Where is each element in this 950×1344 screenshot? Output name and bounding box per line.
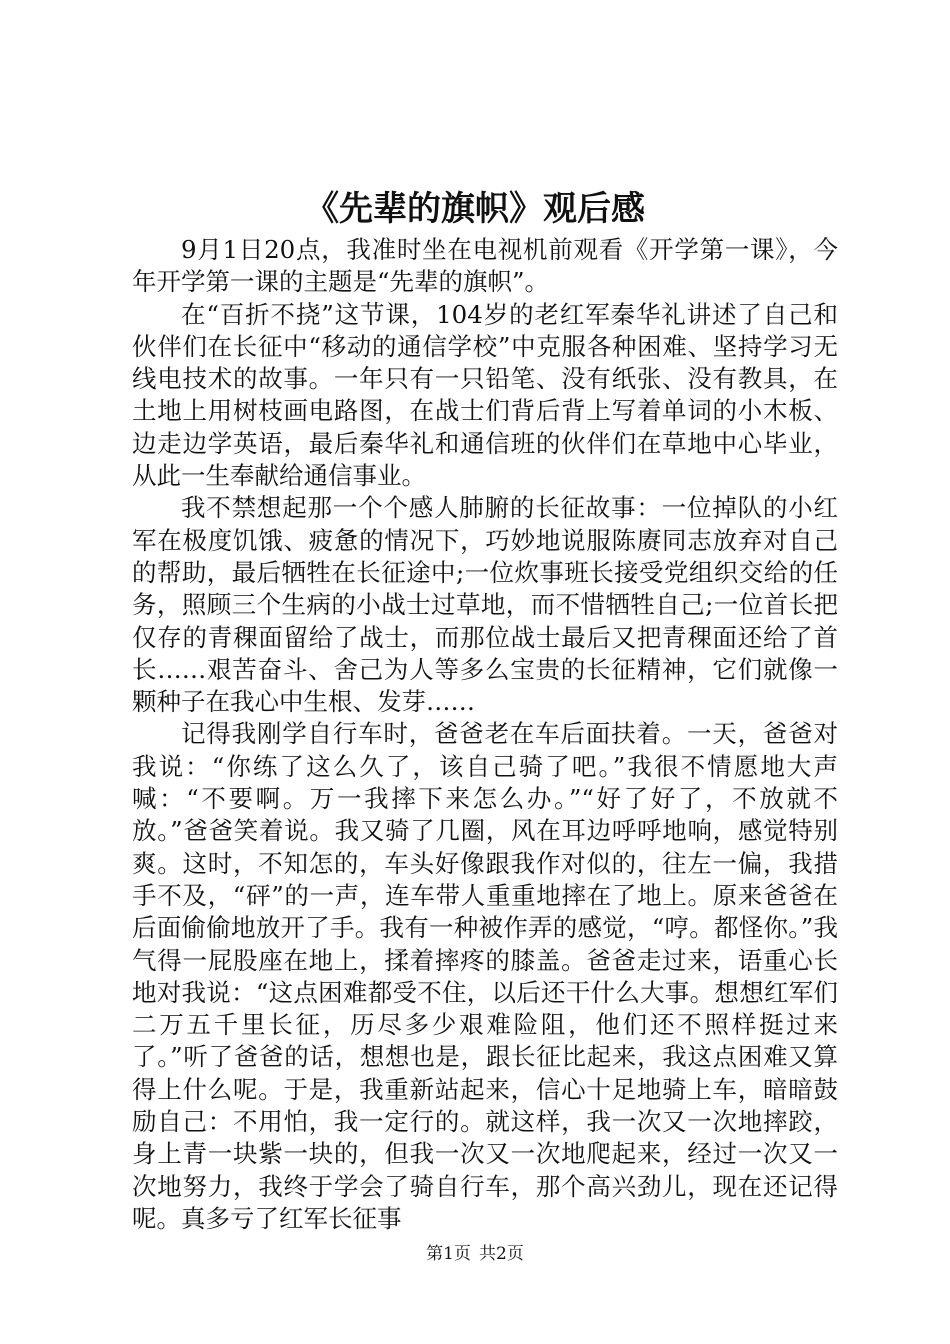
paragraph-1: 9月1日20点，我准时坐在电视机前观看《开学第一课》，今年开学第一课的主题是“先辈的旗帜”。	[132, 235, 838, 297]
paragraph-3: 我不禁想起那一个个感人肺腑的长征故事：一位掉队的小红军在极度饥饿、疲惫的情况下，巧妙地说服陈赓同志放弃对自己的帮助，最后牺牲在长征途中;一位炊事班长接受党组织交给的任务，照顾三个生病的小战士过草地，而不惜牺牲自己;一位首长把仅存的青稞面留给了战士，而那位战士最后又把青稞面还给了首长……艰苦奋斗、舍己为人等多么宝贵的长征精神，它们就像一颗种子在我心中生根、发芽……	[132, 493, 838, 717]
page-total: 共2页	[479, 1244, 524, 1264]
document-body	[132, 234, 838, 1235]
paragraph-2: 在“百折不挠”这节课，104岁的老红军秦华礼讲述了自己和伙伴们在长征中“移动的通信学校”中克服各种困难、坚持学习无线电技术的故事。一年只有一只铅笔、没有纸张、没有教具，在土地上用树枝画电路图，在战士们背后背上写着单词的小木板、边走边学英语，最后秦华礼和通信班的伙伴们在草地中心毕业，从此一生奉献给通信事业。	[132, 299, 838, 491]
page-footer	[0, 1242, 950, 1266]
paragraph-4: 记得我刚学自行车时，爸爸老在车后面扶着。一天，爸爸对我说：“你练了这么久了，该自己骑了吧。”我很不情愿地大声喊：“不要啊。万一我摔下来怎么办。”“好了好了，不放就不放。”爸爸笑着说。我又骑了几圈，风在耳边呼呼地响，感觉特别爽。这时，不知怎的，车头好像跟我作对似的，往左一偏，我措手不及，“砰”的一声，连车带人重重地摔在了地上。原来爸爸在后面偷偷地放开了手。我有一种被作弄的感觉，“哼。都怪你。”我气得一屁股座在地上，揉着摔疼的膝盖。爸爸走过来，语重心长地对我说：“这点困难都受不住，以后还干什么大事。想想红军们二万五千里长征，历尽多少艰难险阻，他们还不照样挺过来了。”听了爸爸的话，想想也是，跟长征比起来，我这点困难又算得上什么呢。于是，我重新站起来，信心十足地骑上车，暗暗鼓励自己：不用怕，我一定行的。就这样，我一次又一次地摔跤，身上青一块紫一块的，但我一次又一次地爬起来，经过一次又一次地努力，我终于学会了骑自行车，那个高兴劲儿，现在还记得呢。真多亏了红军长征事	[132, 719, 838, 1233]
page-title: 《先辈的旗帜》观后感	[305, 189, 645, 229]
page-number: 第1页	[426, 1244, 471, 1264]
